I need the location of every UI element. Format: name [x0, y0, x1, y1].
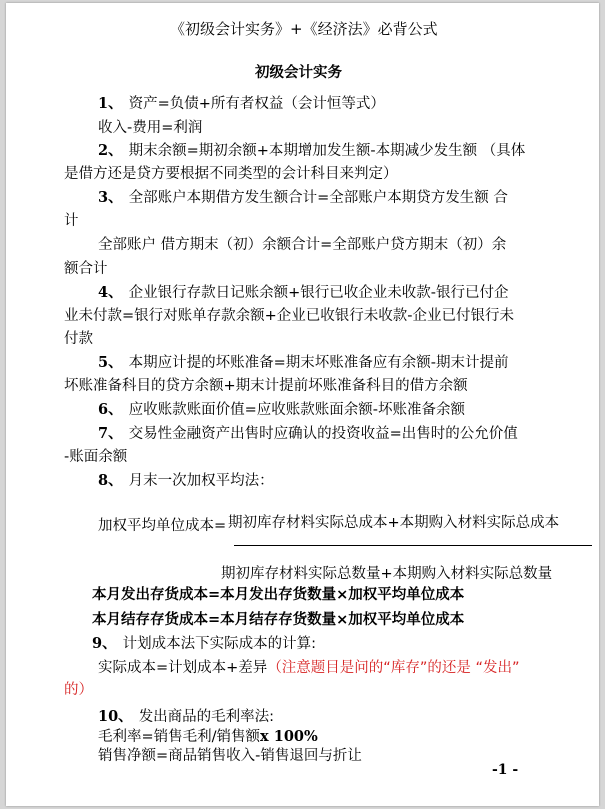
- fraction-denominator: 期初库存材料实际总数量+本期购入材料实际总数量: [221, 566, 553, 582]
- document-page: [6, 3, 599, 806]
- formula-4-line2: 业未付款=银行对账单存款余额+企业已收银行未收款-企业已付银行未: [64, 308, 515, 324]
- item-number: 7、: [98, 425, 123, 442]
- formula-text: 期末余额=期初余额+本期增加发生额-本期减少发生额 （具体: [128, 143, 526, 159]
- formula-text: 月末一次加权平均法：: [128, 473, 274, 489]
- formula-3: [98, 188, 508, 208]
- formula-text: 交易性金融资产出售时应确认的投资收益=出售时的公允价值: [128, 426, 518, 442]
- formula-text: 资产=负债+所有者权益（会计恒等式）: [128, 96, 385, 112]
- formula-10-line2: [98, 727, 318, 747]
- weighted-average-lhs: 加权平均单位成本=: [98, 518, 227, 534]
- formula-10: [98, 707, 274, 727]
- formula-1-line2: 收入-费用=利润: [98, 120, 203, 136]
- formula-4-line3: 付款: [64, 331, 93, 347]
- formula-text: 实际成本=计划成本+差异: [98, 660, 268, 676]
- item-number: 3、: [98, 189, 123, 206]
- formula-3-line4: 额合计: [64, 261, 108, 277]
- fraction-bar: [234, 545, 592, 546]
- formula-text: 计划成本法下实际成本的计算:: [122, 636, 316, 652]
- formula-text: 企业银行存款日记账余额+银行已收企业未收款-银行已付企: [128, 285, 509, 301]
- item-number: 10、: [98, 708, 133, 725]
- percent-text: x 100%: [260, 728, 318, 745]
- formula-3-line2: 计: [64, 213, 79, 229]
- document-title: 《初级会计实务》+《经济法》必背公式: [170, 20, 438, 38]
- formula-text: 毛利率=销售毛利/销售额: [98, 729, 261, 745]
- formula-3-line3: 全部账户 借方期末（初）余额合计=全部账户贷方期末（初）余: [98, 237, 507, 253]
- formula-5: [98, 353, 508, 373]
- item-number: 5、: [98, 354, 123, 371]
- page-number: -1 -: [492, 762, 519, 778]
- item-number: 6、: [98, 401, 123, 418]
- formula-text: 全部账户本期借方发生额合计=全部账户本期贷方发生额 合: [128, 190, 508, 206]
- formula-2-line2: 是借方还是贷方要根据不同类型的会计科目来判定）: [64, 166, 398, 182]
- formula-6: [98, 400, 465, 420]
- section-heading: 初级会计实务: [255, 65, 342, 81]
- formula-7: [98, 424, 518, 444]
- formula-8-bold-2: 本月结存存货成本=本月结存存货数量×加权平均单位成本: [92, 612, 465, 628]
- formula-10-line3: 销售净额=商品销售收入-销售退回与折让: [98, 748, 362, 764]
- formula-9: [92, 634, 316, 654]
- formula-8: [98, 471, 274, 491]
- formula-8-bold-1: 本月发出存货成本=本月发出存货数量×加权平均单位成本: [92, 587, 465, 603]
- item-number: 1、: [98, 95, 123, 112]
- item-number: 9、: [92, 635, 117, 652]
- red-note: （注意题目是问的“库存”的还是 “发出”: [267, 660, 520, 676]
- formula-5-line2: 坏账准备科目的贷方余额+期末计提前坏账准备科目的借方余额: [64, 378, 468, 394]
- red-note-line2: 的）: [64, 682, 93, 698]
- formula-9-line2: [98, 658, 519, 678]
- formula-2: [98, 141, 525, 161]
- formula-text: 发出商品的毛利率法:: [138, 709, 275, 725]
- formula-1: [98, 94, 385, 114]
- item-number: 2、: [98, 142, 123, 159]
- formula-text: 本期应计提的坏账准备=期末坏账准备应有余额-期末计提前: [128, 355, 509, 371]
- formula-text: 应收账款账面价值=应收账款账面余额-坏账准备余额: [128, 402, 465, 418]
- fraction-numerator: 期初库存材料实际总成本+本期购入材料实际总成本: [228, 515, 560, 531]
- formula-7-line2: -账面余额: [64, 449, 128, 465]
- item-number: 8、: [98, 472, 123, 489]
- formula-4: [98, 283, 508, 303]
- item-number: 4、: [98, 284, 123, 301]
